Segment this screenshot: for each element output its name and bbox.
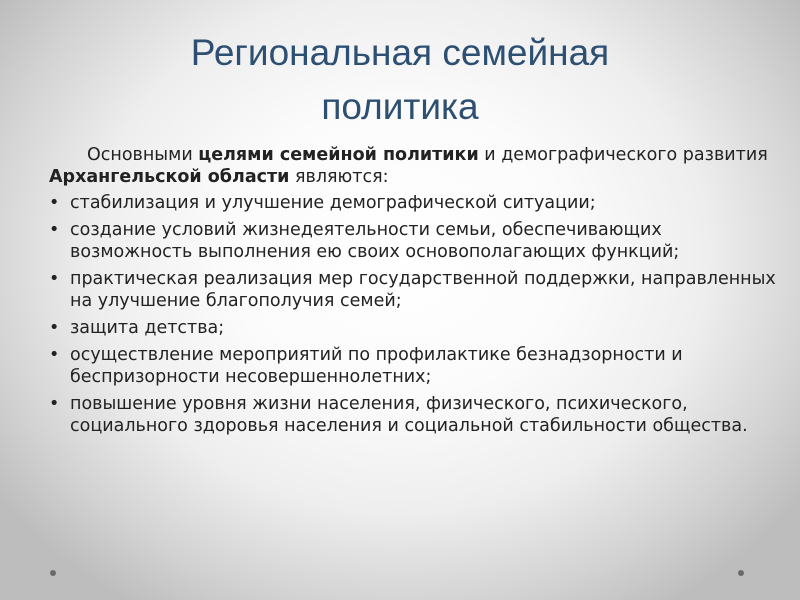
list-item <box>49 393 779 437</box>
list-item <box>49 268 779 312</box>
list-item <box>49 192 779 214</box>
goals-list <box>49 192 779 437</box>
bullet-icon: • <box>49 394 60 414</box>
list-item <box>49 317 779 339</box>
intro-text-3: являются: <box>289 167 389 187</box>
bullet-icon: • <box>49 193 60 213</box>
corner-dot-icon <box>50 570 56 576</box>
slide-body <box>49 144 779 442</box>
list-item <box>49 344 779 388</box>
list-item-text: осуществление мероприятий по профилактике безнадзорности и беспризорности несовершеннолетних; <box>70 345 683 387</box>
list-item-text: защита детства; <box>70 318 225 338</box>
slide-title-line-1: Региональная семейная <box>190 32 610 73</box>
intro-bold-goals: целями семейной политики <box>198 145 479 165</box>
list-item-text: практическая реализация мер государственной поддержки, направленных на улучшение благополучия семей; <box>70 269 776 311</box>
slide-title <box>0 26 800 134</box>
intro-text-2: и демографического развития <box>478 145 768 165</box>
bullet-icon: • <box>49 269 60 289</box>
slide-title-line-2: политика <box>321 86 479 127</box>
intro-text-1: Основными <box>87 145 199 165</box>
list-item-text: стабилизация и улучшение демографической ситуации; <box>70 193 596 213</box>
intro-bold-region: Архангельской области <box>49 167 290 187</box>
list-item <box>49 219 779 263</box>
bullet-icon: • <box>49 345 60 365</box>
bullet-icon: • <box>49 318 60 338</box>
bullet-icon: • <box>49 220 60 240</box>
corner-dot-icon <box>738 570 744 576</box>
list-item-text: создание условий жизнедеятельности семьи, обеспечивающих возможность выполнения ею своих основополагающих функций; <box>70 220 680 262</box>
list-item-text: повышение уровня жизни населения, физического, психического, социального здоровья населения и социальной стабильности общества. <box>70 394 748 436</box>
intro-paragraph <box>49 144 779 188</box>
